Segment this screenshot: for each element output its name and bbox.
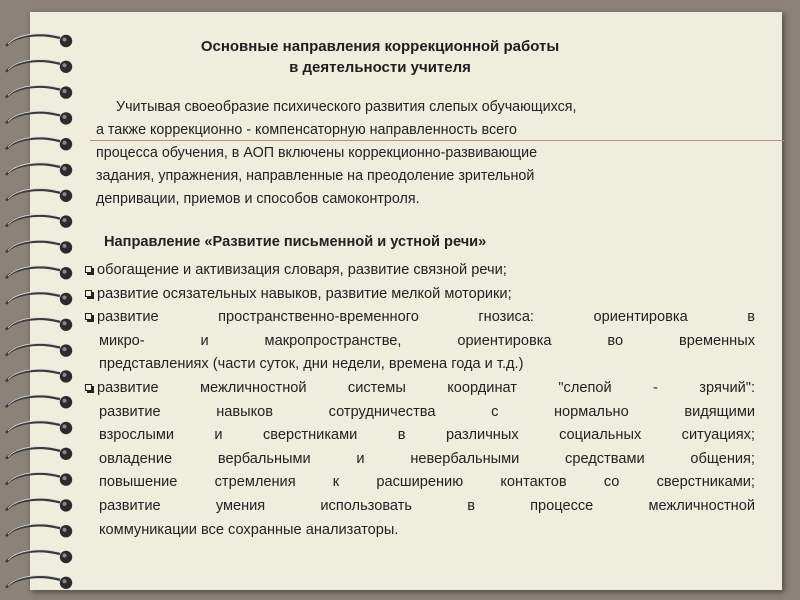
- spiral-ring: [6, 292, 72, 305]
- spiral-ring: [6, 369, 72, 382]
- bullet-line: обогащение и активизация словаря, развитие связной речи;: [97, 262, 507, 278]
- intro-line: процесса обучения, в АОП включены коррекционно-развивающие: [96, 145, 538, 161]
- bullet-list: [79, 259, 755, 542]
- bullet-line: развитие осязательных навыков, развитие мелкой моторики;: [97, 285, 512, 302]
- spiral-ring: [6, 163, 72, 176]
- intro-line: Учитывая своеобразие психического развития слепых обучающихся,: [116, 99, 577, 115]
- checkbox-bullet-icon: [85, 290, 92, 297]
- bullet-item: [79, 259, 755, 283]
- intro-paragraph: [96, 96, 762, 211]
- page-title: [100, 36, 660, 78]
- spiral-ring: [6, 137, 72, 150]
- spiral-ring: [6, 550, 72, 563]
- spiral-ring: [6, 111, 72, 124]
- spiral-binding: [0, 0, 80, 600]
- spiral-ring: [6, 395, 72, 408]
- checkbox-bullet-icon: [85, 266, 92, 273]
- bullet-line: повышение стремления к расширению контактов со сверстниками;: [99, 474, 755, 491]
- spiral-ring: [6, 576, 72, 589]
- title-line-2: в деятельности учителя: [289, 59, 471, 76]
- bullet-line: микро- и макропространстве, ориентировка во временных: [99, 332, 755, 349]
- bullet-line: развитие навыков сотрудничества с нормально видящими: [99, 403, 755, 420]
- intro-line: а также коррекционно - компенсаторную направленность всего: [96, 122, 517, 138]
- bullet-item: [79, 306, 755, 377]
- bullet-line: овладение вербальными и невербальными средствами общения;: [99, 450, 755, 467]
- spiral-ring: [6, 266, 72, 279]
- title-line-1: Основные направления коррекционной работы: [200, 38, 560, 55]
- spiral-ring: [6, 34, 72, 47]
- bullet-line: развитие умения использовать в процессе межличностной: [99, 497, 755, 514]
- spiral-ring: [6, 472, 72, 485]
- spiral-ring: [6, 318, 72, 331]
- checkbox-bullet-icon: [85, 384, 92, 391]
- spiral-ring: [6, 524, 72, 537]
- bullet-line: представлениях (части суток, дни недели, времена года и т.д.): [99, 356, 524, 373]
- spiral-ring: [6, 343, 72, 356]
- spiral-ring: [6, 60, 72, 73]
- intro-line: задания, упражнения, направленные на преодоление зрительной: [96, 168, 535, 184]
- checkbox-bullet-icon: [85, 313, 92, 320]
- section-heading: Направление «Развитие письменной и устной речи»: [104, 234, 487, 250]
- bullet-line: взрослыми и сверстниками в различных социальных ситуациях;: [99, 427, 755, 444]
- spiral-ring: [6, 421, 72, 434]
- spiral-ring: [6, 498, 72, 511]
- bullet-item: [79, 377, 755, 542]
- divider-line: [90, 140, 784, 141]
- bullet-line: коммуникации все сохранные анализаторы.: [99, 521, 399, 538]
- spiral-ring: [6, 447, 72, 460]
- spiral-ring: [6, 240, 72, 253]
- bullet-item: [79, 283, 755, 307]
- bullet-line: развитие пространственно-временного гнозиса: ориентировка в: [97, 309, 755, 326]
- spiral-ring: [6, 85, 72, 98]
- spiral-ring: [6, 214, 72, 227]
- spiral-ring: [6, 189, 72, 202]
- bullet-line: развитие межличностной системы координат "слепой - зрячий":: [97, 379, 755, 396]
- intro-line: депривации, приемов и способов самоконтроля.: [96, 191, 420, 207]
